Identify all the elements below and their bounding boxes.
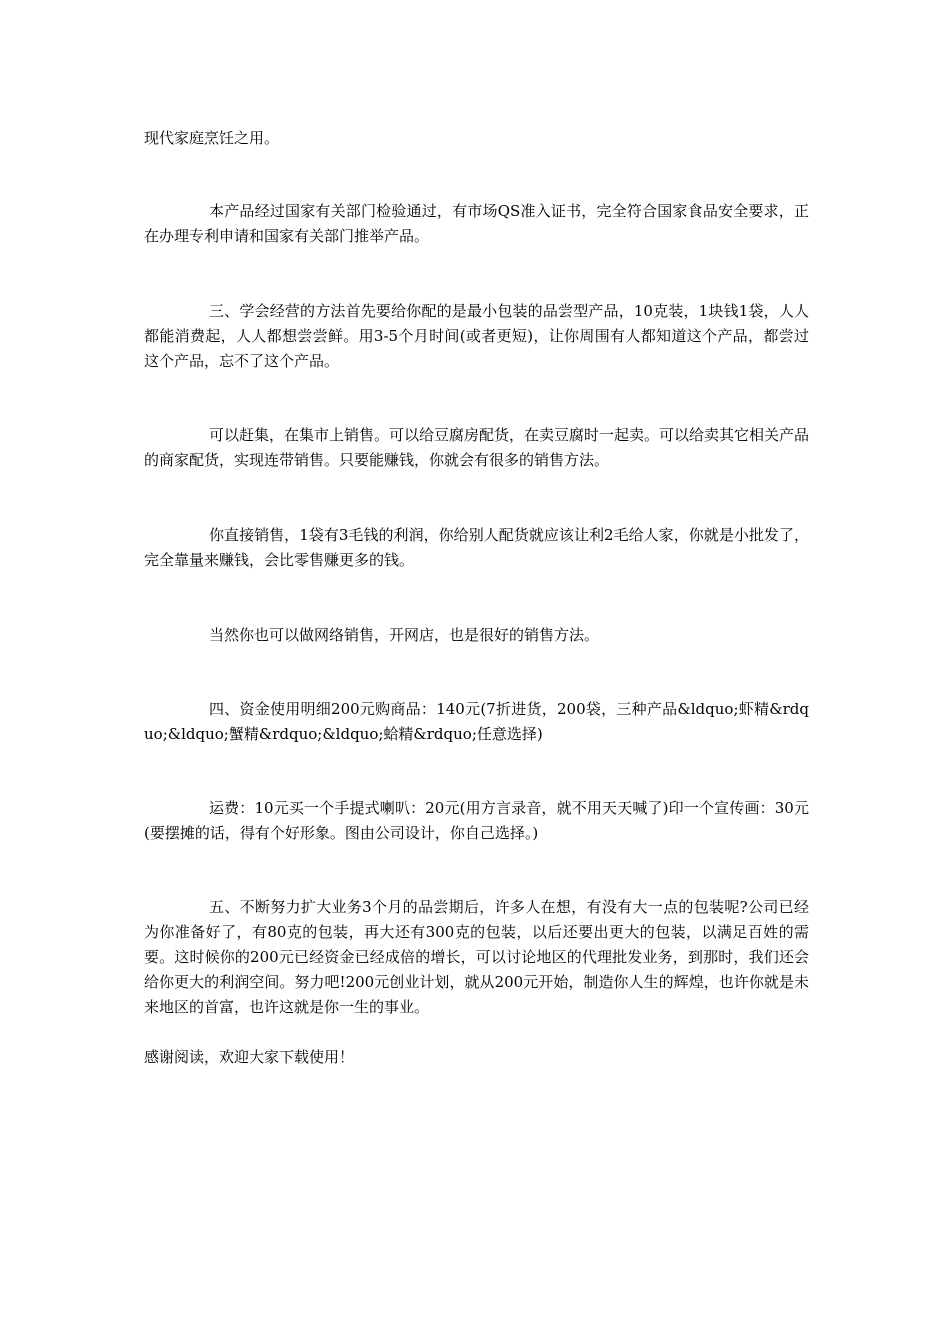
paragraph-8: 运费：10元买一个手提式喇叭：20元(用方言录音，就不用天天喊了)印一个宣传画：30元(要摆摊的话，得有个好形象。图由公司设计，你自己选择。) (144, 799, 809, 842)
paragraph-7: 四、资金使用明细200元购商品：140元(7折进货，200袋，三种产品&ldquo;虾精&rdquo;&ldquo;蟹精&rdquo;&ldquo;蛤精&rdquo;任意选择) (144, 700, 809, 743)
paragraph-6: 当然你也可以做网络销售，开网店，也是很好的销售方法。 (209, 626, 600, 644)
closing-line: 感谢阅读，欢迎大家下载使用！ (144, 1048, 355, 1066)
paragraph-9: 五、不断努力扩大业务3个月的品尝期后，许多人在想，有没有大一点的包装呢?公司已经为你准备好了，有80克的包装，再大还有300克的包装，以后还要出更大的包装，以满足百姓的需要。这时候你的200元已经资金已经成倍的增长，可以讨论地区的代理批发业务，到那时，我们还会给你更大的利润空间。努力吧!200元创业计划，就从200元开始，制造你人生的辉煌，也许你就是未来地区的首富，也许这就是你一生的事业。 (144, 898, 809, 1016)
paragraph-4: 可以赶集，在集市上销售。可以给豆腐房配货，在卖豆腐时一起卖。可以给卖其它相关产品的商家配货，实现连带销售。只要能赚钱，你就会有很多的销售方法。 (144, 426, 810, 469)
paragraph-2: 本产品经过国家有关部门检验通过，有市场QS准入证书，完全符合国家食品安全要求，正在办理专利申请和国家有关部门推举产品。 (144, 202, 809, 245)
paragraph-5: 你直接销售，1袋有3毛钱的利润，你给别人配货就应该让利2毛给人家，你就是小批发了，完全靠量来赚钱，会比零售赚更多的钱。 (144, 526, 809, 569)
paragraph-3: 三、学会经营的方法首先要给你配的是最小包装的品尝型产品，10克装，1块钱1袋，人人都能消费起，人人都想尝尝鲜。用3-5个月时间(或者更短)，让你周围有人都知道这个产品，都尝过这个产品，忘不了这个产品。 (144, 302, 809, 370)
paragraph-1: 现代家庭烹饪之用。 (144, 129, 280, 147)
